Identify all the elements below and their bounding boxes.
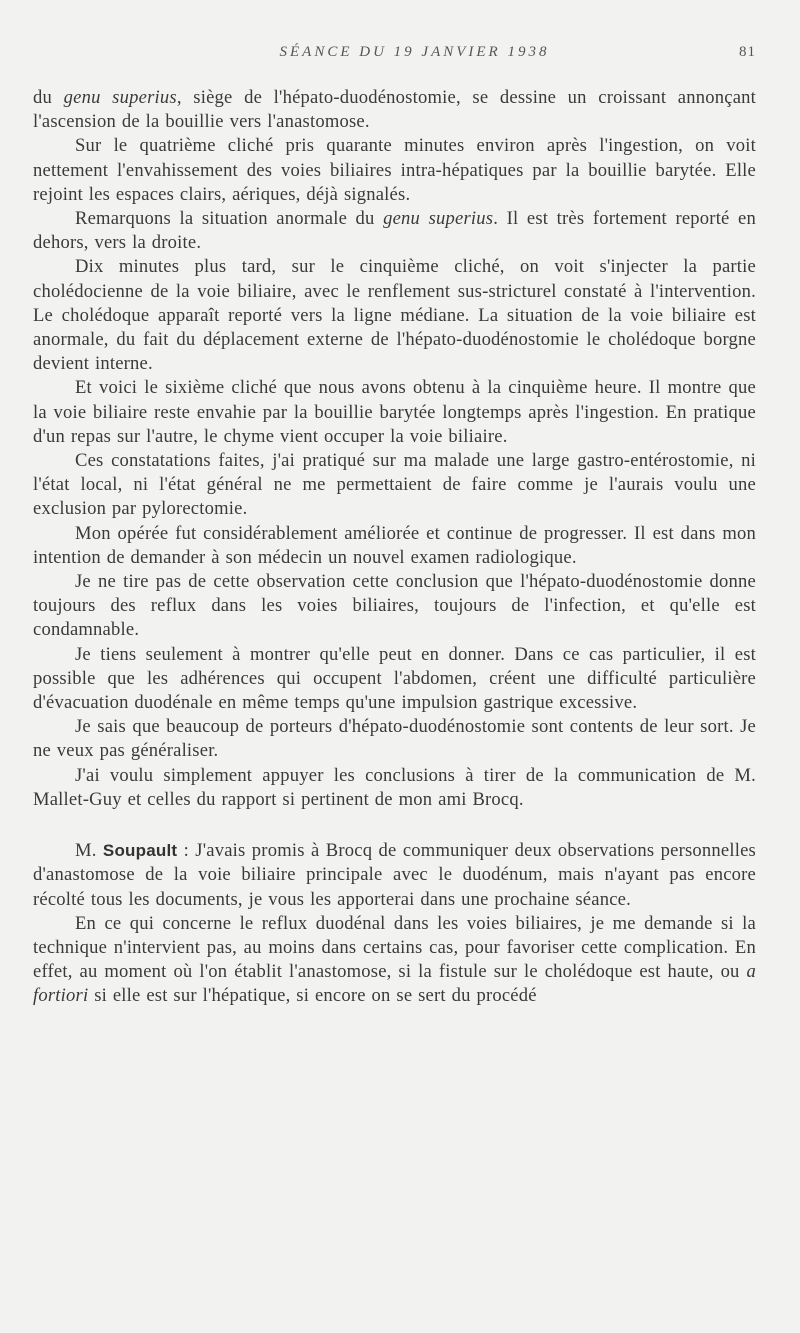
text-segment: Je tiens seulement à montrer qu'elle peut en donner. Dans ce cas particulier, il est possible que les adhérences qui occupent l'abdomen, créent une difficulté particulière d'évacuation duodénale en même temps qu'une impulsion gastrique excessive. [33,643,756,714]
text-segment: , siège de l'hépato-duodénostomie, se dessine un croissant annonçant l'ascension de la bouillie vers l'anastomose. [33,87,757,133]
text-segment: J'ai voulu simplement appuyer les conclusions à tirer de la communication de M. Mallet-Guy et celles du rapport si pertinent de mon ami Brocq. [33,764,756,810]
paragraph [33,86,756,134]
paragraph [33,715,756,763]
paragraph [33,376,756,449]
text-segment: En ce qui concerne le reflux duodénal dans les voies biliaires, je me demande si la technique n'intervient pas, au moins dans certains cas, pour favoriser cette complication. En effet, au moment où l'on établit l'anastomose, si la fistule sur le cholédoque est haute, ou [33,912,756,983]
paragraph [33,764,756,812]
paragraph [33,522,756,570]
speaker-name: Soupault [102,841,178,861]
paragraph [33,207,756,255]
paragraph [33,570,756,643]
paragraph [33,643,756,716]
paragraph [33,449,756,522]
paragraph [33,255,756,376]
text-segment: . Il est très fortement reporté en dehors, vers la droite. [33,208,756,254]
paragraph [33,839,756,912]
text-segment: M. [75,840,103,862]
italic-term: genu superius [63,87,177,108]
italic-term: a fortiori [33,961,756,1007]
text-segment: : J'avais promis à Brocq de communiquer deux observations personnelles d'anastomose de la voie biliaire principale avec le duodénum, mais n'ayant pas encore récolté tous les documents, je vous les apporterai dans une prochaine séance. [33,840,756,910]
text-segment: Je ne tire pas de cette observation cette conclusion que l'hépato-duodénostomie donne toujours des reflux dans les voies biliaires, toujours de l'infection, et qu'elle est condamnable. [33,571,756,641]
text-segment: Mon opérée fut considérablement améliorée et continue de progresser. Il est dans mon intention de demander à son médecin un nouvel examen radiologique. [33,522,756,568]
paragraph [33,134,756,207]
text-segment: si elle est sur l'hépatique, si encore on se sert du procédé [88,985,537,1007]
text-segment: Sur le quatrième cliché pris quarante minutes environ après l'ingestion, on voit nettement l'envahissement des voies biliaires intra-hépatiques par la bouillie barytée. Elle rejoint les espaces clairs, aériques, déjà signalés. [33,135,756,205]
italic-term: genu superius [383,208,494,230]
text-segment: Dix minutes plus tard, sur le cinquième cliché, on voit s'injecter la partie cholédocienne de la voie biliaire, avec le renflement sus-stricturel constaté à l'intervention. Le cholédoque apparaît reporté vers la ligne médiane. La situation de la voie biliaire est anormale, du fait du déplacement externe de l'hépato-duodénostomie le cholédoque borgne devient interne. [33,256,756,375]
text-segment: du [33,87,64,108]
page-number: 81 [739,44,756,60]
text-segment: Remarquons la situation anormale du [75,208,384,230]
running-header [33,44,756,70]
paragraph [33,912,756,1009]
text-segment: Et voici le sixième cliché que nous avons obtenu à la cinquième heure. Il montre que la voie biliaire reste envahie par la bouillie barytée longtemps après l'ingestion. En pratique d'un repas sur l'autre, le chyme vient occuper la voie biliaire. [33,377,756,447]
running-title: SÉANCE DU 19 JANVIER 1938 [279,44,550,60]
body-text [33,86,756,1009]
text-segment: Ces constatations faites, j'ai pratiqué sur ma malade une large gastro-entérostomie, ni l'état local, ni l'état général ne me permettaient de faire comme je l'aurais voulu une exclusion par pylorectomie. [33,450,756,520]
text-segment: Je sais que beaucoup de porteurs d'hépato-duodénostomie sont contents de leur sort. Je ne veux pas généraliser. [33,716,756,762]
